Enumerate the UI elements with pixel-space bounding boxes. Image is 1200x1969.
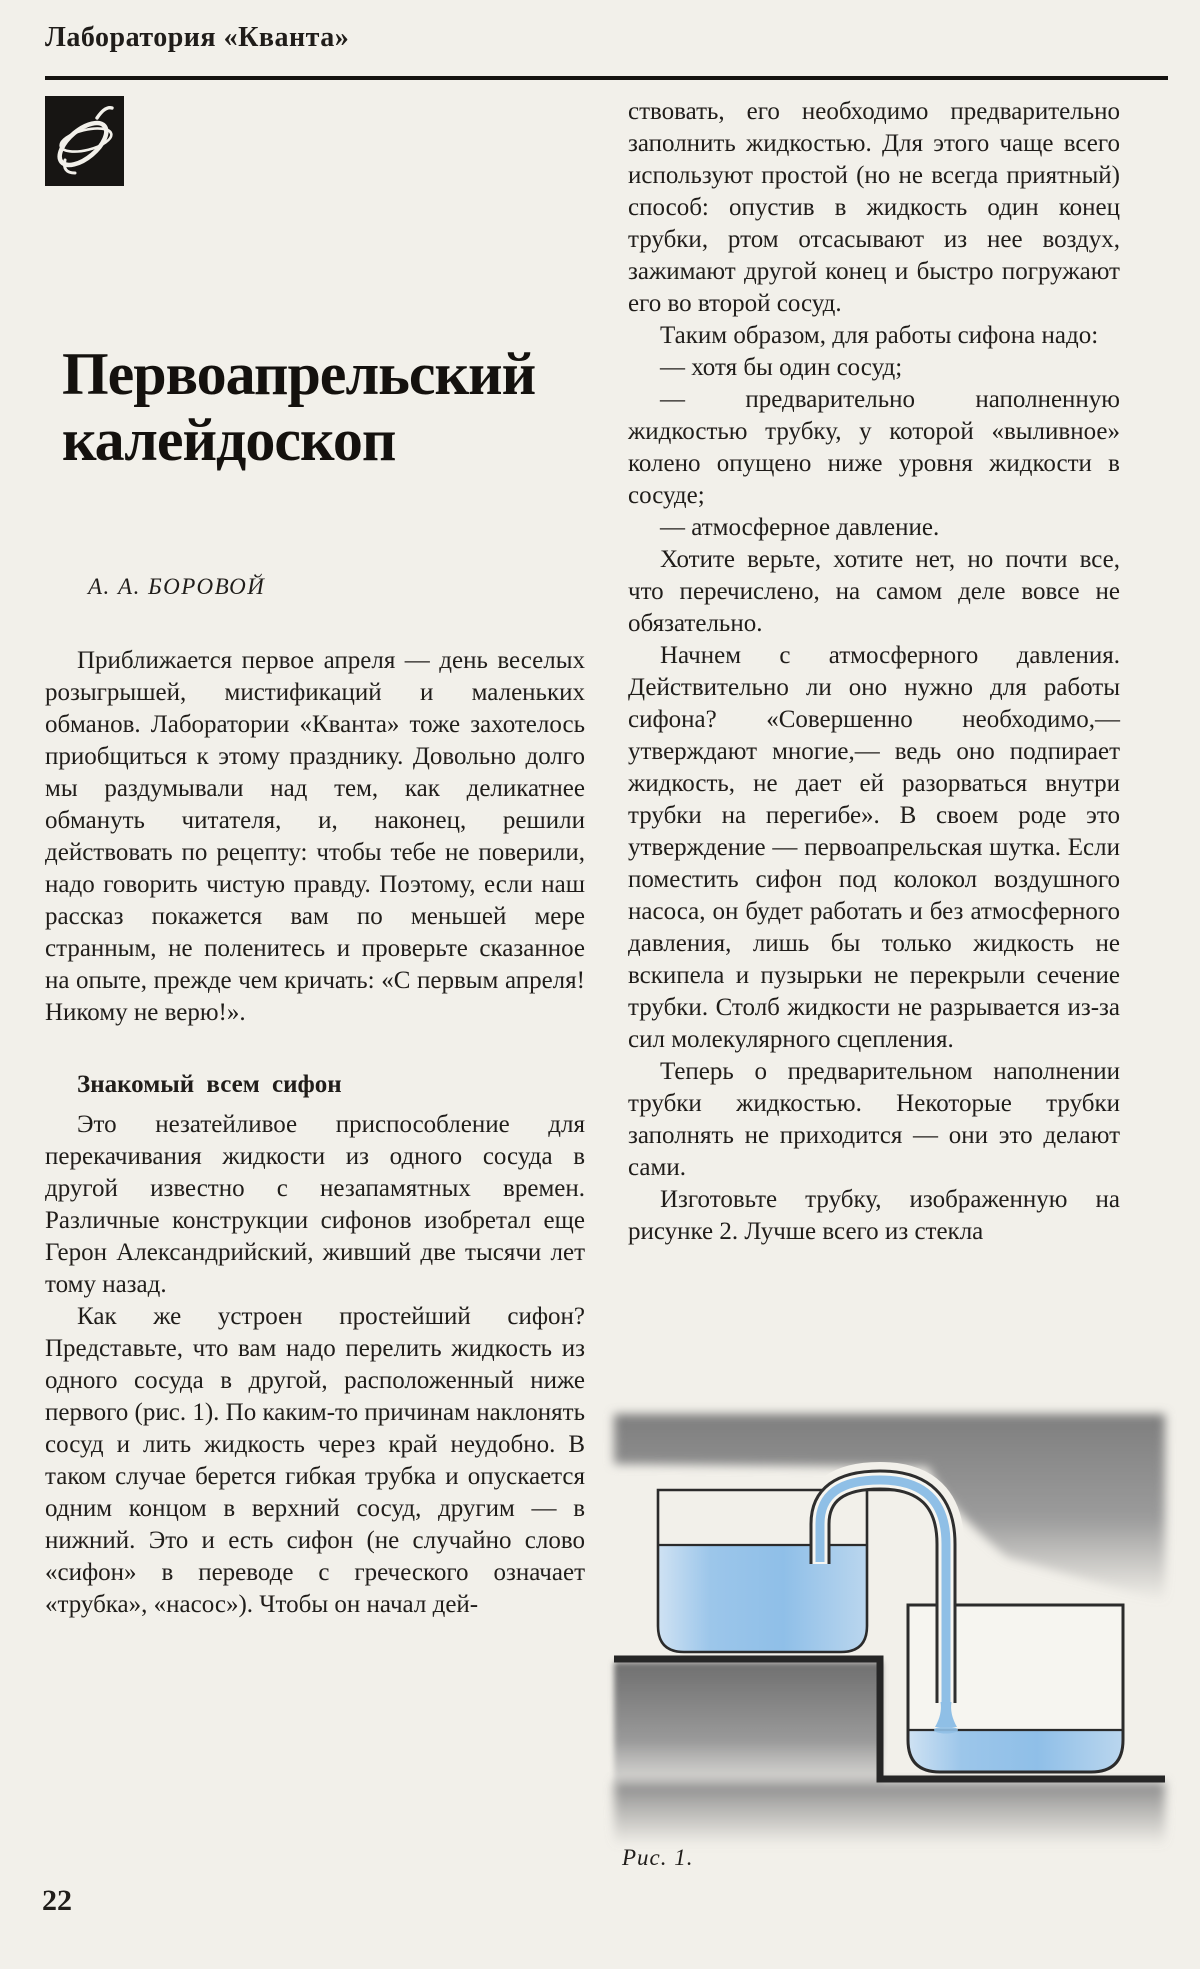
lower-vessel-water — [908, 1730, 1123, 1772]
upper-vessel — [658, 1490, 932, 1652]
continuation-paragraph: ствовать, его необходимо предварительно заполнить жидкостью. Для этого чаще всего используют простой (но не всегда приятный) способ: опустив в жидкость один конец трубки, ртом отсасывают из нее воздух, зажимают другой конец и быстро погружают его во второй сосуд. — [628, 98, 1120, 317]
header-divider — [45, 76, 1168, 80]
requirement-item: — предварительно наполненную жидкостью трубку, у которой «выливное» колено опущено ниже уровня жидкости в сосуде; — [628, 386, 1120, 509]
kvant-lab-logo-icon — [45, 96, 124, 186]
figure-1-siphon-illustration — [622, 1412, 1157, 1852]
page-number: 22 — [42, 1884, 72, 1917]
body-paragraph: Начнем с атмосферного давления. Действительно ли оно нужно для работы сифона? «Совершенно необходимо,— утверждают многие,— ведь оно подпирает жидкость, не дает ей разорваться внутри трубки на перегибе». В своем роде это утверждение — первоапрельская шутка. Если поместить сифон под колокол воздушного насоса, он будет работать и без атмосферного давления, лишь бы только жидкость не вскипела и пузырьки не перекрыли сечение трубки. Столб жидкости не разрывается из-за сил молекулярного сцепления. — [628, 642, 1120, 1053]
body-paragraph: Теперь о предварительном наполнении трубки жидкостью. Некоторые трубки заполнять не приходится — они это делают сами. — [628, 1058, 1120, 1181]
rubric-logo — [45, 96, 124, 186]
body-paragraph: Изготовьте трубку, изображенную на рисунке 2. Лучше всего из стекла — [628, 1186, 1120, 1245]
requirements-intro: Таким образом, для работы сифона надо: — [660, 322, 1099, 349]
intro-paragraph: Приближается первое апреля — день веселых розыгрышей, мистификаций и маленьких обманов. Лаборатории «Кванта» тоже захотелось приобщиться к этому празднику. Довольно долго мы раздумывали над тем, как деликатнее обмануть читателя, и, наконец, решили действовать по рецепту: чтобы тебе не поверили, надо говорить чистую правду. Поэтому, если наш рассказ покажется вам по меньшей мере странным, не поленитесь и проверьте сказанное на опыте, прежде чем кричать: «С первым апреля! Никому не верю!». — [45, 647, 585, 1026]
article-author: А. А. БОРОВОЙ — [88, 574, 266, 599]
right-text-column — [628, 96, 1120, 1248]
body-paragraph: Это незатейливое приспособление для перекачивания жидкости из одного сосуда в другой известно с незапамятных времен. Различные конструкции сифонов изобретал еще Герон Александрийский, живший две тысячи лет тому назад. — [45, 1111, 585, 1298]
requirement-item: — атмосферное давление. — [660, 514, 940, 541]
section-heading: Знакомый всем сифон — [77, 1071, 342, 1098]
rubric-header: Лаборатория «Кванта» — [45, 22, 350, 53]
figure-caption: Рис. 1. — [622, 1845, 694, 1870]
body-paragraph: Как же устроен простейший сифон? Представьте, что вам надо перелить жидкость из одного сосуда в другой, расположенный ниже первого (рис. 1). По каким-то причинам наклонять сосуд и лить жидкость через край неудобно. В таком случае берется гибкая трубка и опускается одним концом в верхний сосуд, другим — в нижний. Это и есть сифон (не случайно слово «сифон» в переводе с греческого означает «трубка», «насос»). Чтобы он начал дей- — [45, 1303, 585, 1618]
upper-vessel-water — [658, 1545, 867, 1652]
article-title: Первоапрельский калейдоскоп — [62, 341, 536, 473]
body-paragraph: Хотите верьте, хотите нет, но почти все, что перечислено, на самом деле вовсе не обязательно. — [628, 546, 1120, 637]
left-text-column — [45, 645, 585, 1621]
requirement-item: — хотя бы один сосуд; — [660, 354, 903, 381]
